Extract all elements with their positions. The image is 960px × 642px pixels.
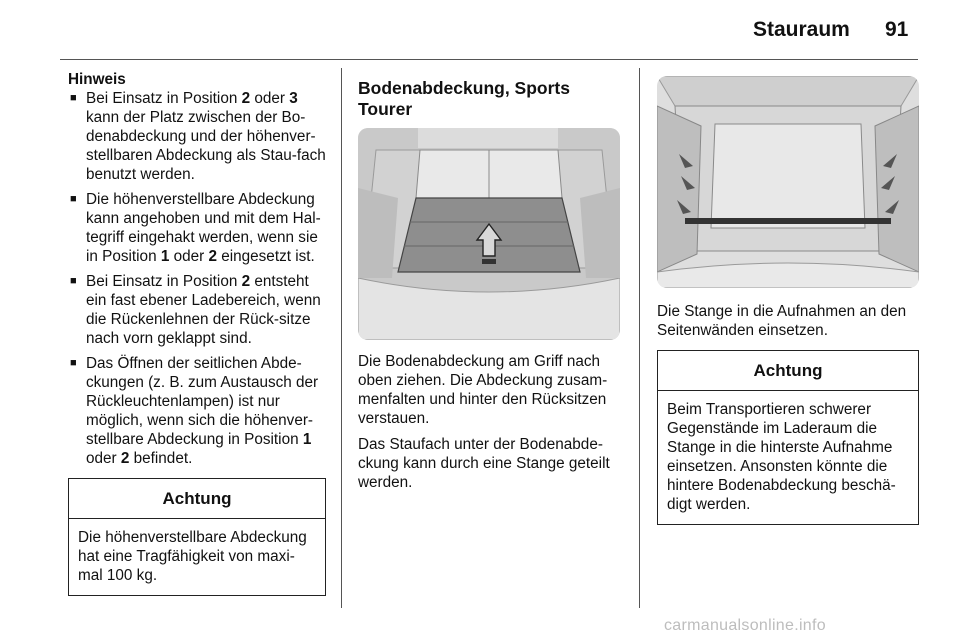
warning-box [657, 350, 919, 525]
warning-box [68, 478, 326, 596]
column-left [68, 70, 326, 596]
note-label: Hinweis [68, 71, 126, 88]
warning-text: Die höhenverstellbare Abdeckung hat eine Tragfähigkeit von maxi-mal 100 kg. [78, 529, 307, 584]
column-middle [358, 78, 624, 499]
column-divider [341, 68, 342, 608]
cargo-floor-cover-illustration [358, 128, 620, 340]
header-divider [60, 59, 918, 60]
warning-title: Achtung [658, 351, 918, 391]
section-heading: Bodenabdeckung, Sports Tourer [358, 78, 570, 119]
divider-bar-illustration [657, 76, 919, 288]
bullet-item: ■ Die höhenverstellbare Abdeckung kann angehoben und mit dem Hal-tegriff eingehakt werden, wenn sie in Position 1 oder 2 eingesetzt ist. [68, 190, 326, 266]
bullet-item: ■ Bei Einsatz in Position 2 oder 3 kann der Platz zwischen der Bo-denabdeckung und der höhenver-stellbaren Abdeckung als Stau-fach benutzt werden. [68, 89, 326, 184]
watermark: carmanualsonline.info [664, 617, 826, 634]
column-right [657, 76, 919, 525]
warning-title: Achtung [69, 479, 325, 519]
note-bullet-list [68, 89, 326, 468]
figure-caption: Die Stange in die Aufnahmen an den Seitenwänden einsetzen. [657, 303, 907, 339]
page-number: 91 [885, 18, 909, 41]
instruction-paragraph: Das Staufach unter der Bodenabde-ckung kann durch eine Stange geteilt werden. [358, 436, 610, 491]
instruction-paragraph: Die Bodenabdeckung am Griff nach oben ziehen. Die Abdeckung zusam-menfalten und hinter den Rücksitzen verstauen. [358, 353, 608, 427]
column-divider [639, 68, 640, 608]
page-title: Stauraum [753, 18, 850, 41]
warning-text: Beim Transportieren schwerer Gegenstände im Laderaum die Stange in die hinterste Aufnahme einsetzen. Ansonsten könnte die hintere Bodenabdeckung beschä-digt werden. [667, 401, 896, 513]
bullet-item: ■ Das Öffnen der seitlichen Abde-ckungen (z. B. zum Austausch der Rückleuchtenlampen) ist nur möglich, wenn sich die höhenver-stellbare Abdeckung in Position 1 oder 2 befindet. [68, 354, 326, 468]
bullet-item: ■ Bei Einsatz in Position 2 entsteht ein fast ebener Ladebereich, wenn die Rückenlehnen der Rück-sitze nach vorn geklappt sind. [68, 272, 326, 348]
